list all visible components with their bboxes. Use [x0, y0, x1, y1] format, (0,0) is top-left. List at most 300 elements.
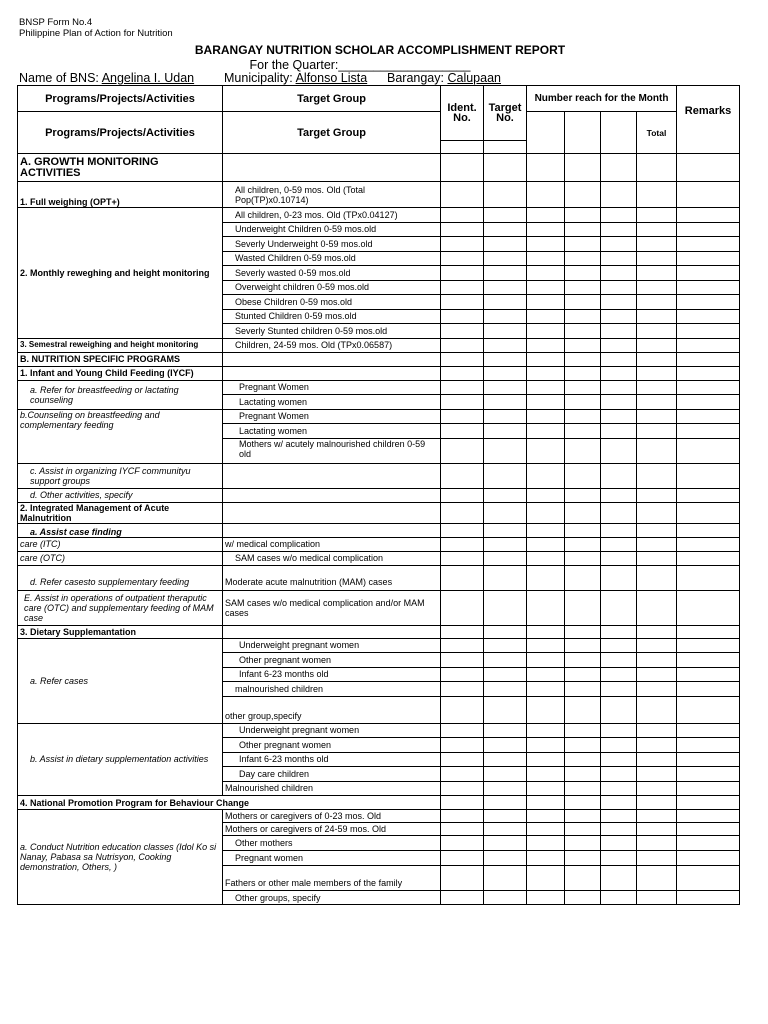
- entry-cell[interactable]: [601, 424, 637, 439]
- entry-cell[interactable]: [677, 723, 740, 738]
- entry-cell[interactable]: [601, 866, 637, 891]
- entry-cell[interactable]: [527, 866, 565, 891]
- entry-cell[interactable]: [637, 523, 677, 537]
- barangay-value[interactable]: Calupaan: [447, 71, 501, 85]
- entry-cell[interactable]: [441, 295, 484, 310]
- entry-cell[interactable]: [637, 309, 677, 324]
- entry-cell[interactable]: [484, 380, 527, 395]
- entry-cell[interactable]: [565, 251, 601, 266]
- entry-cell[interactable]: [565, 366, 601, 380]
- entry-cell[interactable]: [527, 836, 565, 851]
- entry-cell[interactable]: [484, 324, 527, 339]
- entry-cell[interactable]: [484, 182, 527, 208]
- entry-cell[interactable]: [677, 625, 740, 638]
- entry-cell[interactable]: [637, 366, 677, 380]
- entry-cell[interactable]: [441, 682, 484, 697]
- entry-cell[interactable]: [484, 295, 527, 310]
- entry-cell[interactable]: [637, 823, 677, 836]
- entry-cell[interactable]: [601, 309, 637, 324]
- entry-cell[interactable]: [677, 836, 740, 851]
- entry-cell[interactable]: [527, 395, 565, 410]
- entry-cell[interactable]: [677, 280, 740, 295]
- entry-cell[interactable]: [441, 366, 484, 380]
- entry-cell[interactable]: [677, 851, 740, 866]
- entry-cell[interactable]: [677, 380, 740, 395]
- entry-cell[interactable]: [677, 502, 740, 523]
- entry-cell[interactable]: [484, 438, 527, 463]
- entry-cell[interactable]: [527, 565, 565, 590]
- entry-cell[interactable]: [637, 851, 677, 866]
- entry-cell[interactable]: [677, 463, 740, 488]
- entry-cell[interactable]: [637, 424, 677, 439]
- entry-cell[interactable]: [441, 266, 484, 281]
- entry-cell[interactable]: [637, 502, 677, 523]
- entry-cell[interactable]: [441, 488, 484, 502]
- entry-cell[interactable]: [601, 653, 637, 668]
- entry-cell[interactable]: [484, 309, 527, 324]
- entry-cell[interactable]: [677, 488, 740, 502]
- entry-cell[interactable]: [565, 590, 601, 625]
- entry-cell[interactable]: [565, 625, 601, 638]
- entry-cell[interactable]: [601, 810, 637, 823]
- entry-cell[interactable]: [223, 488, 441, 502]
- entry-cell[interactable]: [441, 551, 484, 565]
- entry-cell[interactable]: [601, 667, 637, 682]
- entry-cell[interactable]: [527, 810, 565, 823]
- entry-cell[interactable]: [484, 352, 527, 366]
- entry-cell[interactable]: [601, 682, 637, 697]
- entry-cell[interactable]: [637, 723, 677, 738]
- entry-cell[interactable]: [601, 380, 637, 395]
- entry-cell[interactable]: [601, 324, 637, 339]
- entry-cell[interactable]: [441, 380, 484, 395]
- entry-cell[interactable]: [677, 565, 740, 590]
- entry-cell[interactable]: [484, 836, 527, 851]
- entry-cell[interactable]: [441, 823, 484, 836]
- entry-cell[interactable]: [441, 154, 484, 182]
- entry-cell[interactable]: [441, 723, 484, 738]
- entry-cell[interactable]: [601, 295, 637, 310]
- entry-cell[interactable]: [484, 395, 527, 410]
- entry-cell[interactable]: [565, 781, 601, 796]
- entry-cell[interactable]: [677, 638, 740, 653]
- entry-cell[interactable]: [565, 523, 601, 537]
- entry-cell[interactable]: [677, 891, 740, 905]
- entry-cell[interactable]: [637, 352, 677, 366]
- entry-cell[interactable]: [565, 682, 601, 697]
- entry-cell[interactable]: [565, 767, 601, 782]
- entry-cell[interactable]: [484, 625, 527, 638]
- entry-cell[interactable]: [637, 338, 677, 352]
- entry-cell[interactable]: [484, 222, 527, 237]
- entry-cell[interactable]: [565, 409, 601, 424]
- entry-cell[interactable]: [441, 352, 484, 366]
- entry-cell[interactable]: [441, 309, 484, 324]
- entry-cell[interactable]: [484, 696, 527, 723]
- entry-cell[interactable]: [527, 682, 565, 697]
- entry-cell[interactable]: [223, 366, 441, 380]
- bns-name-value[interactable]: Angelina I. Udan: [101, 71, 195, 85]
- entry-cell[interactable]: [527, 463, 565, 488]
- entry-cell[interactable]: [565, 667, 601, 682]
- entry-cell[interactable]: [601, 891, 637, 905]
- entry-cell[interactable]: [601, 438, 637, 463]
- entry-cell[interactable]: [677, 551, 740, 565]
- entry-cell[interactable]: [601, 696, 637, 723]
- entry-cell[interactable]: [601, 366, 637, 380]
- entry-cell[interactable]: [441, 866, 484, 891]
- entry-cell[interactable]: [601, 222, 637, 237]
- entry-cell[interactable]: [565, 463, 601, 488]
- entry-cell[interactable]: [677, 338, 740, 352]
- entry-cell[interactable]: [527, 823, 565, 836]
- entry-cell[interactable]: [677, 395, 740, 410]
- entry-cell[interactable]: [527, 266, 565, 281]
- entry-cell[interactable]: [565, 208, 601, 223]
- entry-cell[interactable]: [484, 653, 527, 668]
- entry-cell[interactable]: [601, 590, 637, 625]
- entry-cell[interactable]: [441, 523, 484, 537]
- entry-cell[interactable]: [601, 565, 637, 590]
- entry-cell[interactable]: [565, 565, 601, 590]
- entry-cell[interactable]: [637, 667, 677, 682]
- entry-cell[interactable]: [601, 488, 637, 502]
- entry-cell[interactable]: [637, 295, 677, 310]
- entry-cell[interactable]: [677, 295, 740, 310]
- entry-cell[interactable]: [677, 409, 740, 424]
- entry-cell[interactable]: [637, 796, 677, 810]
- entry-cell[interactable]: [677, 324, 740, 339]
- entry-cell[interactable]: [484, 338, 527, 352]
- entry-cell[interactable]: [601, 781, 637, 796]
- entry-cell[interactable]: [441, 667, 484, 682]
- entry-cell[interactable]: [484, 738, 527, 753]
- entry-cell[interactable]: [677, 523, 740, 537]
- entry-cell[interactable]: [637, 696, 677, 723]
- entry-cell[interactable]: [441, 537, 484, 551]
- entry-cell[interactable]: [441, 767, 484, 782]
- entry-cell[interactable]: [484, 463, 527, 488]
- entry-cell[interactable]: [484, 502, 527, 523]
- entry-cell[interactable]: [484, 752, 527, 767]
- entry-cell[interactable]: [637, 222, 677, 237]
- entry-cell[interactable]: [484, 565, 527, 590]
- entry-cell[interactable]: [441, 208, 484, 223]
- entry-cell[interactable]: [527, 781, 565, 796]
- entry-cell[interactable]: [441, 796, 484, 810]
- entry-cell[interactable]: [484, 796, 527, 810]
- entry-cell[interactable]: [565, 424, 601, 439]
- entry-cell[interactable]: [677, 767, 740, 782]
- entry-cell[interactable]: [677, 537, 740, 551]
- entry-cell[interactable]: [601, 280, 637, 295]
- cell[interactable]: [484, 141, 527, 154]
- entry-cell[interactable]: [484, 523, 527, 537]
- entry-cell[interactable]: [527, 696, 565, 723]
- entry-cell[interactable]: [527, 851, 565, 866]
- entry-cell[interactable]: [484, 537, 527, 551]
- entry-cell[interactable]: [527, 352, 565, 366]
- entry-cell[interactable]: [565, 638, 601, 653]
- month-1-cell[interactable]: [527, 112, 565, 154]
- entry-cell[interactable]: [527, 338, 565, 352]
- entry-cell[interactable]: [677, 182, 740, 208]
- entry-cell[interactable]: [677, 738, 740, 753]
- entry-cell[interactable]: [601, 251, 637, 266]
- entry-cell[interactable]: [677, 752, 740, 767]
- entry-cell[interactable]: [637, 438, 677, 463]
- entry-cell[interactable]: [441, 424, 484, 439]
- entry-cell[interactable]: [223, 523, 441, 537]
- entry-cell[interactable]: [484, 266, 527, 281]
- entry-cell[interactable]: [441, 280, 484, 295]
- entry-cell[interactable]: [527, 523, 565, 537]
- entry-cell[interactable]: [441, 338, 484, 352]
- entry-cell[interactable]: [601, 154, 637, 182]
- entry-cell[interactable]: [484, 551, 527, 565]
- entry-cell[interactable]: [637, 395, 677, 410]
- entry-cell[interactable]: [441, 409, 484, 424]
- entry-cell[interactable]: [441, 395, 484, 410]
- entry-cell[interactable]: [601, 752, 637, 767]
- entry-cell[interactable]: [637, 653, 677, 668]
- entry-cell[interactable]: [527, 625, 565, 638]
- entry-cell[interactable]: [527, 424, 565, 439]
- entry-cell[interactable]: [601, 463, 637, 488]
- entry-cell[interactable]: [441, 565, 484, 590]
- entry-cell[interactable]: [565, 537, 601, 551]
- entry-cell[interactable]: [527, 590, 565, 625]
- entry-cell[interactable]: [484, 891, 527, 905]
- entry-cell[interactable]: [484, 638, 527, 653]
- entry-cell[interactable]: [637, 463, 677, 488]
- entry-cell[interactable]: [441, 781, 484, 796]
- municipality-value[interactable]: Alfonso Lista: [295, 71, 368, 85]
- entry-cell[interactable]: [441, 222, 484, 237]
- entry-cell[interactable]: [637, 781, 677, 796]
- entry-cell[interactable]: [565, 696, 601, 723]
- entry-cell[interactable]: [565, 352, 601, 366]
- entry-cell[interactable]: [601, 638, 637, 653]
- entry-cell[interactable]: [677, 810, 740, 823]
- entry-cell[interactable]: [527, 154, 565, 182]
- entry-cell[interactable]: [637, 565, 677, 590]
- entry-cell[interactable]: [565, 851, 601, 866]
- entry-cell[interactable]: [441, 625, 484, 638]
- entry-cell[interactable]: [527, 409, 565, 424]
- entry-cell[interactable]: [601, 738, 637, 753]
- entry-cell[interactable]: [601, 182, 637, 208]
- entry-cell[interactable]: [441, 324, 484, 339]
- entry-cell[interactable]: [637, 625, 677, 638]
- entry-cell[interactable]: [637, 682, 677, 697]
- quarter-field[interactable]: For the Quarter:___________________: [249, 58, 471, 72]
- entry-cell[interactable]: [441, 738, 484, 753]
- entry-cell[interactable]: [484, 810, 527, 823]
- entry-cell[interactable]: [565, 502, 601, 523]
- entry-cell[interactable]: [565, 866, 601, 891]
- entry-cell[interactable]: [601, 395, 637, 410]
- entry-cell[interactable]: [601, 767, 637, 782]
- entry-cell[interactable]: [677, 796, 740, 810]
- entry-cell[interactable]: [565, 823, 601, 836]
- entry-cell[interactable]: [637, 409, 677, 424]
- entry-cell[interactable]: [565, 154, 601, 182]
- entry-cell[interactable]: [601, 551, 637, 565]
- entry-cell[interactable]: [601, 237, 637, 252]
- entry-cell[interactable]: [527, 723, 565, 738]
- entry-cell[interactable]: [601, 851, 637, 866]
- entry-cell[interactable]: [527, 488, 565, 502]
- entry-cell[interactable]: [441, 182, 484, 208]
- entry-cell[interactable]: [677, 352, 740, 366]
- entry-cell[interactable]: [677, 309, 740, 324]
- entry-cell[interactable]: [637, 251, 677, 266]
- entry-cell[interactable]: [527, 280, 565, 295]
- entry-cell[interactable]: [565, 380, 601, 395]
- entry-cell[interactable]: [527, 366, 565, 380]
- entry-cell[interactable]: [677, 866, 740, 891]
- entry-cell[interactable]: [677, 682, 740, 697]
- entry-cell[interactable]: [677, 781, 740, 796]
- entry-cell[interactable]: [565, 222, 601, 237]
- entry-cell[interactable]: [677, 438, 740, 463]
- entry-cell[interactable]: [637, 488, 677, 502]
- entry-cell[interactable]: [637, 208, 677, 223]
- entry-cell[interactable]: [637, 836, 677, 851]
- entry-cell[interactable]: [441, 590, 484, 625]
- entry-cell[interactable]: [527, 222, 565, 237]
- entry-cell[interactable]: [565, 237, 601, 252]
- entry-cell[interactable]: [677, 823, 740, 836]
- entry-cell[interactable]: [677, 208, 740, 223]
- entry-cell[interactable]: [484, 682, 527, 697]
- entry-cell[interactable]: [601, 836, 637, 851]
- entry-cell[interactable]: [601, 723, 637, 738]
- entry-cell[interactable]: [565, 295, 601, 310]
- entry-cell[interactable]: [565, 266, 601, 281]
- entry-cell[interactable]: [484, 154, 527, 182]
- entry-cell[interactable]: [484, 667, 527, 682]
- entry-cell[interactable]: [601, 823, 637, 836]
- entry-cell[interactable]: [677, 696, 740, 723]
- entry-cell[interactable]: [441, 810, 484, 823]
- entry-cell[interactable]: [223, 502, 441, 523]
- entry-cell[interactable]: [484, 723, 527, 738]
- entry-cell[interactable]: [601, 208, 637, 223]
- entry-cell[interactable]: [441, 463, 484, 488]
- entry-cell[interactable]: [601, 502, 637, 523]
- entry-cell[interactable]: [637, 551, 677, 565]
- entry-cell[interactable]: [601, 796, 637, 810]
- entry-cell[interactable]: [441, 891, 484, 905]
- entry-cell[interactable]: [565, 796, 601, 810]
- entry-cell[interactable]: [601, 266, 637, 281]
- entry-cell[interactable]: [677, 667, 740, 682]
- entry-cell[interactable]: [527, 324, 565, 339]
- entry-cell[interactable]: [565, 738, 601, 753]
- entry-cell[interactable]: [637, 638, 677, 653]
- entry-cell[interactable]: [441, 653, 484, 668]
- entry-cell[interactable]: [677, 154, 740, 182]
- entry-cell[interactable]: [484, 866, 527, 891]
- entry-cell[interactable]: [565, 752, 601, 767]
- entry-cell[interactable]: [441, 502, 484, 523]
- entry-cell[interactable]: [601, 625, 637, 638]
- entry-cell[interactable]: [565, 395, 601, 410]
- entry-cell[interactable]: [527, 667, 565, 682]
- entry-cell[interactable]: [601, 338, 637, 352]
- entry-cell[interactable]: [677, 222, 740, 237]
- entry-cell[interactable]: [637, 280, 677, 295]
- entry-cell[interactable]: [527, 208, 565, 223]
- entry-cell[interactable]: [484, 767, 527, 782]
- entry-cell[interactable]: [484, 781, 527, 796]
- cell[interactable]: [441, 141, 484, 154]
- entry-cell[interactable]: [637, 866, 677, 891]
- month-2-cell[interactable]: [565, 112, 601, 154]
- entry-cell[interactable]: [565, 551, 601, 565]
- entry-cell[interactable]: [484, 851, 527, 866]
- entry-cell[interactable]: [601, 537, 637, 551]
- entry-cell[interactable]: [677, 251, 740, 266]
- entry-cell[interactable]: [565, 438, 601, 463]
- entry-cell[interactable]: [637, 767, 677, 782]
- entry-cell[interactable]: [223, 625, 441, 638]
- entry-cell[interactable]: [601, 409, 637, 424]
- entry-cell[interactable]: [527, 237, 565, 252]
- entry-cell[interactable]: [527, 653, 565, 668]
- entry-cell[interactable]: [527, 295, 565, 310]
- entry-cell[interactable]: [441, 438, 484, 463]
- entry-cell[interactable]: [677, 653, 740, 668]
- entry-cell[interactable]: [484, 409, 527, 424]
- month-3-cell[interactable]: [601, 112, 637, 154]
- entry-cell[interactable]: [484, 208, 527, 223]
- entry-cell[interactable]: [484, 237, 527, 252]
- entry-cell[interactable]: [527, 502, 565, 523]
- entry-cell[interactable]: [527, 551, 565, 565]
- entry-cell[interactable]: [527, 380, 565, 395]
- entry-cell[interactable]: [527, 767, 565, 782]
- entry-cell[interactable]: [677, 366, 740, 380]
- entry-cell[interactable]: [565, 309, 601, 324]
- entry-cell[interactable]: [441, 251, 484, 266]
- entry-cell[interactable]: [565, 723, 601, 738]
- entry-cell[interactable]: [565, 338, 601, 352]
- entry-cell[interactable]: [677, 590, 740, 625]
- entry-cell[interactable]: [484, 251, 527, 266]
- entry-cell[interactable]: [637, 324, 677, 339]
- entry-cell[interactable]: [637, 810, 677, 823]
- entry-cell[interactable]: [484, 590, 527, 625]
- entry-cell[interactable]: [223, 463, 441, 488]
- entry-cell[interactable]: [637, 738, 677, 753]
- entry-cell[interactable]: [527, 638, 565, 653]
- entry-cell[interactable]: [565, 653, 601, 668]
- entry-cell[interactable]: [677, 237, 740, 252]
- entry-cell[interactable]: [565, 182, 601, 208]
- entry-cell[interactable]: [484, 823, 527, 836]
- entry-cell[interactable]: [677, 266, 740, 281]
- entry-cell[interactable]: [637, 154, 677, 182]
- entry-cell[interactable]: [637, 182, 677, 208]
- entry-cell[interactable]: [223, 352, 441, 366]
- entry-cell[interactable]: [637, 237, 677, 252]
- entry-cell[interactable]: [527, 438, 565, 463]
- entry-cell[interactable]: [637, 266, 677, 281]
- entry-cell[interactable]: [484, 366, 527, 380]
